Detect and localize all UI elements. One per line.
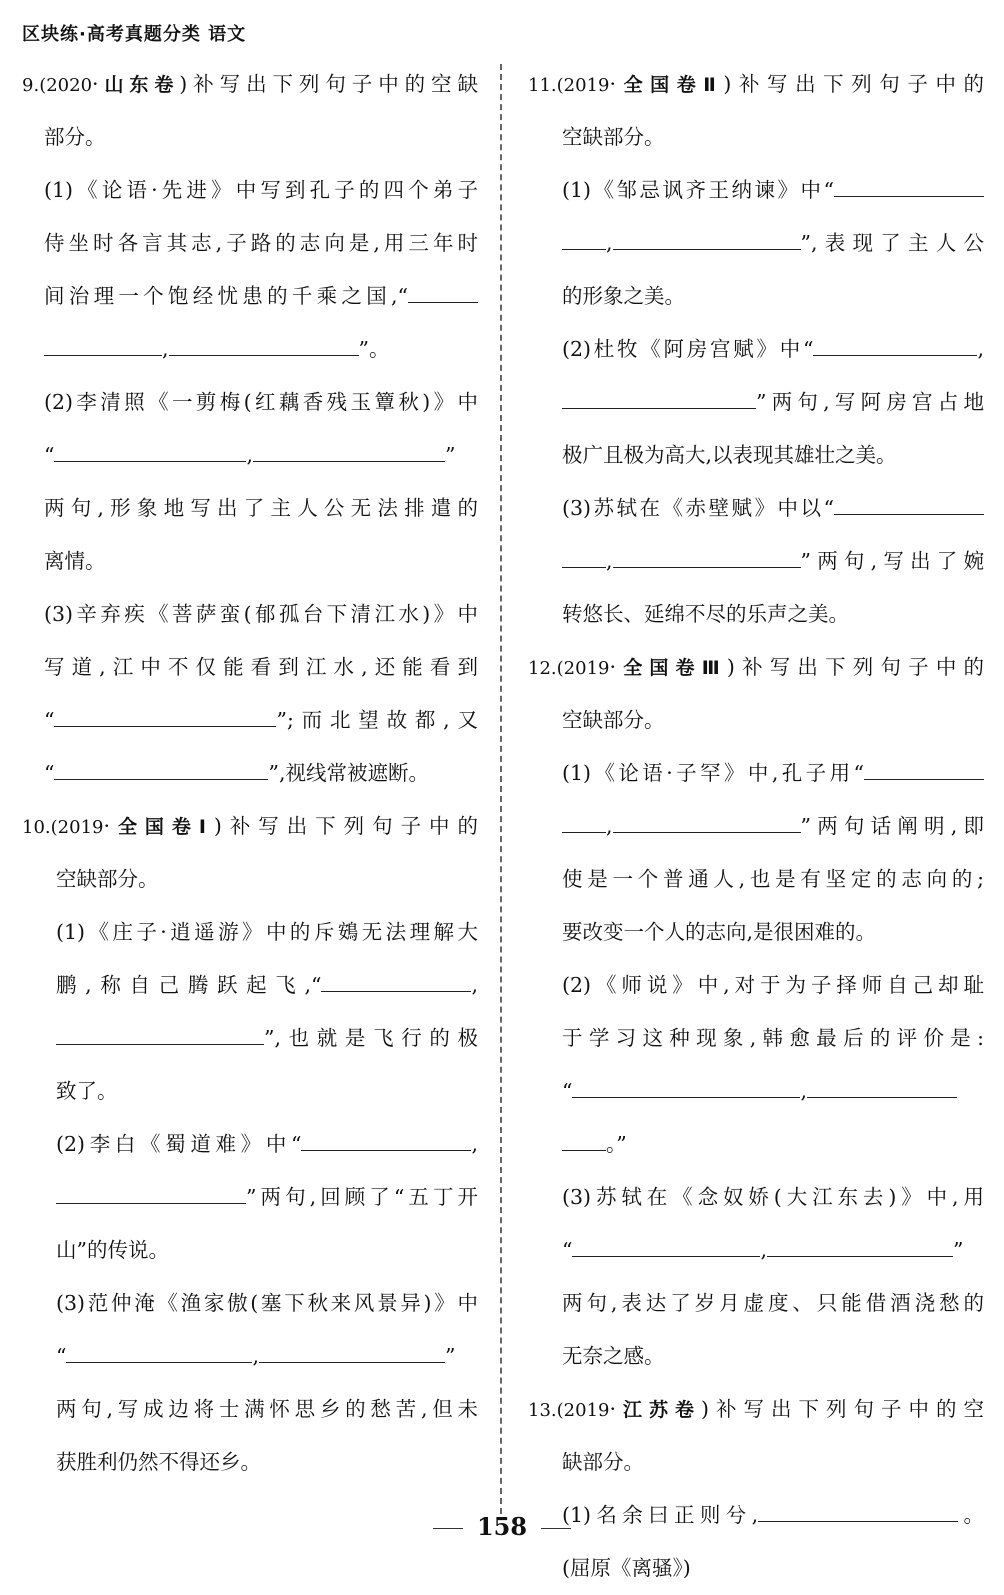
blank-line[interactable] — [301, 1149, 471, 1151]
question-13: 13.(2019·江苏卷)补写出下列句子中的空 缺部分。 (1)名余曰正则兮, 。 (屈原《离骚》) — [528, 1383, 984, 1595]
blank-line[interactable] — [44, 354, 162, 356]
blank-line[interactable] — [169, 354, 359, 356]
q13-title: 13.(2019·江苏卷)补写出下列句子中的空 — [528, 1397, 984, 1421]
q10-title: 10.(2019·全国卷Ⅰ)补写出下列句子中的 — [22, 814, 478, 838]
blank-line[interactable] — [572, 1255, 760, 1257]
left-column — [22, 58, 478, 1489]
page-header: 区块练·高考真题分类 语文 — [22, 24, 247, 45]
blank-line[interactable] — [54, 725, 276, 727]
blank-line[interactable] — [562, 566, 606, 568]
blank-line[interactable] — [834, 513, 984, 515]
blank-line[interactable] — [56, 1202, 246, 1204]
blank-line[interactable] — [813, 354, 977, 356]
page-footer — [0, 1512, 1004, 1541]
blank-line[interactable] — [807, 1096, 957, 1098]
blank-line[interactable] — [408, 301, 478, 303]
question-9: 9.(2020·山东卷)补写出下列句子中的空缺 部分。 (1)《论语·先进》中写到孔子的四个弟子 侍坐时各言其志,子路的志向是,用三年时 间治理一个饱经忧患的千乘之国,“ , ”。 (2)李清照《一剪梅(红藕香残玉簟秋)》中 “ , ” 两句,形象地写出了主人公无法排遣的 离情。 (3)辛弃疾《菩萨蛮(郁孤台下清江水)》中 写道,江中不仅能看到江水,还能看到 “ ”;而北望故都,又 “ ”,视线常被遮断。 — [22, 58, 478, 800]
page-number: 158 — [476, 1512, 528, 1541]
column-divider — [500, 64, 502, 1514]
footer-dash-right — [541, 1528, 571, 1529]
blank-line[interactable] — [66, 1361, 252, 1363]
q13-source: 江苏卷 — [616, 1399, 702, 1421]
blank-line[interactable] — [321, 990, 471, 992]
blank-line[interactable] — [767, 1255, 953, 1257]
blank-line[interactable] — [253, 460, 445, 462]
blank-line[interactable] — [572, 1096, 800, 1098]
footer-dash-left — [433, 1528, 463, 1529]
blank-line[interactable] — [562, 248, 606, 250]
question-12: 12.(2019·全国卷Ⅲ)补写出下列句子中的 空缺部分。 (1)《论语·子罕》中,孔子用“ , ”两句话阐明,即 使是一个普通人,也是有坚定的志向的; 要改变一个人的志向,是很困难的。 (2)《师说》中,对于为子择师自己却耻 于学习这种现象,韩愈最后的评价是: “ , 。” (3)苏轼在《念奴娇(大江东去)》中,用 “ , ” 两句,表达了岁月虚度、只能借酒浇愁的 无奈之感。 — [528, 641, 984, 1383]
blank-line[interactable] — [56, 1043, 264, 1045]
blank-line[interactable] — [613, 566, 801, 568]
q10-source: 全国卷Ⅰ — [110, 816, 214, 838]
q12-title: 12.(2019·全国卷Ⅲ)补写出下列句子中的 — [528, 655, 984, 679]
blank-line[interactable] — [864, 778, 984, 780]
blank-line[interactable] — [562, 407, 756, 409]
question-11: 11.(2019·全国卷Ⅱ)补写出下列句子中的 空缺部分。 (1)《邹忌讽齐王纳谏》中“ , ”,表现了主人公 的形象之美。 (2)杜牧《阿房宫赋》中“ , ”两句,写阿房宫占地 极广且极为高大,以表现其雄壮之美。 (3)苏轼在《赤壁赋》中以“ , ”两句,写出了婉 转悠长、延绵不尽的乐声之美。 — [528, 58, 984, 641]
question-10: 10.(2019·全国卷Ⅰ)补写出下列句子中的 空缺部分。 (1)《庄子·逍遥游》中的斥鴳无法理解大 鹏,称自己腾跃起飞,“ , ”,也就是飞行的极 致了。 (2)李白《蜀道难》中“ , ”两句,回顾了“五丁开 山”的传说。 (3)范仲淹《渔家傲(塞下秋来风景异)》中 “ , ” 两句,写成边将士满怀思乡的愁苦,但未 获胜利仍然不得还乡。 — [22, 800, 478, 1489]
blank-line[interactable] — [834, 195, 984, 197]
q12-source: 全国卷Ⅲ — [616, 657, 727, 679]
blank-line[interactable] — [259, 1361, 445, 1363]
blank-line[interactable] — [613, 248, 801, 250]
blank-line[interactable] — [562, 1149, 606, 1151]
right-column — [528, 58, 984, 1595]
blank-line[interactable] — [613, 831, 801, 833]
q11-source: 全国卷Ⅱ — [616, 74, 724, 96]
q11-title: 11.(2019·全国卷Ⅱ)补写出下列句子中的 — [528, 72, 984, 96]
blank-line[interactable] — [54, 460, 246, 462]
q9-source: 山东卷 — [98, 74, 180, 96]
blank-line[interactable] — [54, 778, 268, 780]
blank-line[interactable] — [562, 831, 606, 833]
q9-title: 9.(2020·山东卷)补写出下列句子中的空缺 — [22, 72, 478, 96]
